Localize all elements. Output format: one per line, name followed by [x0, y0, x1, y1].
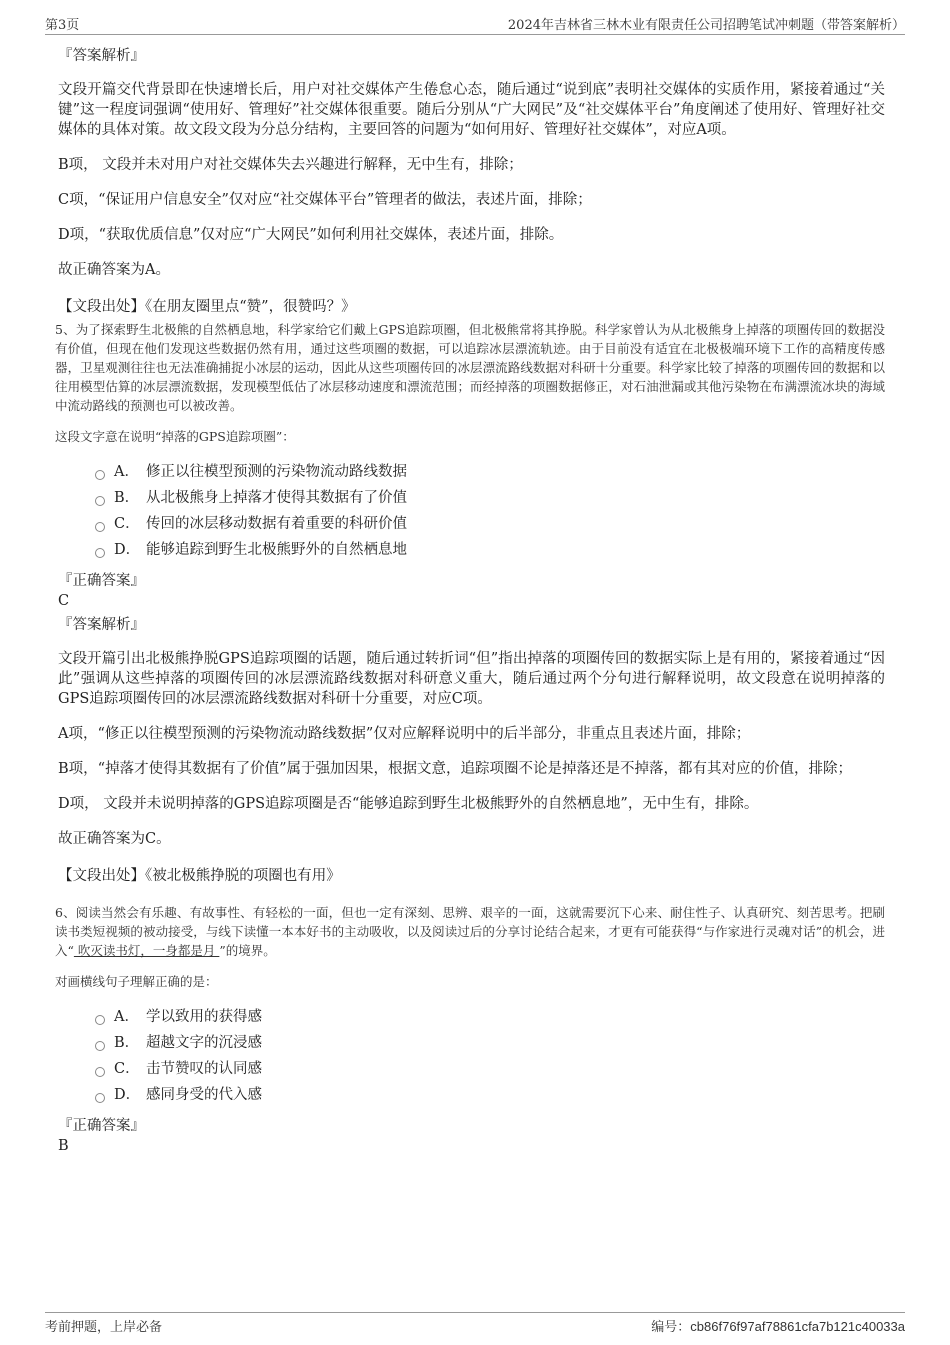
option-b[interactable]	[95, 485, 885, 511]
option-d[interactable]	[95, 1082, 885, 1108]
code-label: 编号：	[651, 1320, 691, 1335]
correct-answer-label: 『正确答案』	[58, 573, 145, 589]
option-a[interactable]	[95, 1004, 885, 1030]
source-citation: 【文段出处】《在朋友圈里点“赞”，很赞吗？》	[58, 299, 356, 315]
radio-icon[interactable]	[95, 1093, 105, 1103]
conclusion: 故正确答案为A。	[58, 262, 170, 278]
option-c[interactable]	[95, 1056, 885, 1082]
page-number: 第3页	[45, 18, 80, 33]
option-d[interactable]	[95, 537, 885, 563]
radio-icon[interactable]	[95, 470, 105, 480]
option-text: 超越文字的沉浸感	[146, 1035, 262, 1051]
source-citation: 【文段出处】《被北极熊挣脱的项圈也有用》	[58, 868, 341, 884]
option-d-analysis: D项， 文段并未说明掉落的GPS追踪项圈是否“能够追踪到野生北极熊野外的自然栖息地”，无中生有，排除。	[58, 796, 759, 812]
underlined-sentence: 吹灭读书灯，一身都是月	[73, 943, 220, 958]
option-letter: A．	[114, 464, 139, 480]
analysis-text: 文段开篇交代背景即在快速增长后，用户对社交媒体产生倦怠心态，随后通过“说到底”表明社交媒体的实质作用，紧接着通过“关键”这一程度词强调“使用好、管理好”社交媒体很重要。随后分别从“广大网民”及“社交媒体平台”角度阐述了使用好、管理好社交媒体的具体对策。故文段文段为分总分结构，主要回答的问题为“如何用好、管理好社交媒体”，对应A项。	[58, 82, 885, 138]
option-text: 击节赞叹的认同感	[146, 1061, 262, 1077]
option-a-analysis: A项，“修正以往模型预测的污染物流动路线数据”仅对应解释说明中的后半部分，非重点且表述片面，排除；	[58, 726, 751, 742]
correct-answer: C	[58, 593, 70, 609]
question-stem: 对画横线句子理解正确的是：	[55, 974, 218, 989]
option-text: 学以致用的获得感	[146, 1009, 262, 1025]
option-letter: C．	[114, 516, 140, 532]
radio-icon[interactable]	[95, 496, 105, 506]
page-content	[55, 46, 885, 1160]
option-text: 能够追踪到野生北极熊野外的自然栖息地	[146, 542, 407, 558]
question-passage	[55, 903, 885, 960]
question-passage: 5、为了探索野生北极熊的自然栖息地，科学家给它们戴上GPS追踪项圈，但北极熊常将其挣脱。科学家曾认为从北极熊身上掉落的项圈传回的数据没有价值，但现在他们发现这些数据仍然有用，通过这些项圈的数据，可以追踪冰层漂流轨迹。由于目前没有适宜在北极极端环境下工作的高精度传感器，卫星观测往往也无法准确捕捉小冰层的运动，因此从这些项圈传回的冰层漂流路线数据对科研十分重要。科学家比较了掉落的项圈传回的数据和以往用模型估算的冰层漂流数据，发现模型低估了冰层移动速度和漂流范围；而经掉落的项圈数据修正，对石油泄漏或其他污染物在布满漂流冰块的海域中流动路线的预测也可以被改善。	[55, 322, 885, 413]
option-b-analysis: B项， 文段并未对用户对社交媒体失去兴趣进行解释，无中生有，排除；	[58, 157, 523, 173]
option-d-analysis: D项，“获取优质信息”仅对应“广大网民”如何利用社交媒体，表述片面，排除。	[58, 227, 564, 243]
option-text: 感同身受的代入感	[146, 1087, 262, 1103]
analysis-label: 『答案解析』	[58, 617, 145, 633]
option-letter: D．	[114, 542, 141, 558]
option-letter: B．	[114, 1035, 140, 1051]
correct-answer-label: 『正确答案』	[58, 1118, 145, 1134]
document-code	[651, 1316, 905, 1335]
option-letter: A．	[114, 1009, 139, 1025]
option-letter: B．	[114, 490, 140, 506]
code-value: cb86f76f97af78861cfa7b121c40033a	[690, 1319, 905, 1334]
option-c-analysis: C项，“保证用户信息安全”仅对应“社交媒体平台”管理者的做法，表述片面，排除；	[58, 192, 592, 208]
radio-icon[interactable]	[95, 1041, 105, 1051]
option-b-analysis: B项，“掉落才使得其数据有了价值”属于强加因果，根据文意，追踪项圈不论是掉落还是不掉落，都有其对应的价值，排除；	[58, 761, 852, 777]
correct-answer: B	[58, 1138, 69, 1154]
radio-icon[interactable]	[95, 548, 105, 558]
passage-text: 6、阅读当然会有乐趣、有故事性、有轻松的一面，但也一定有深刻、思辨、艰辛的一面，这就需要沉下心来、耐住性子、认真研究、刻苦思考。把刷读书类短视频的被动接受，与线下读懂一本本好书的主动吸收，以及阅读过后的分享讨论结合起来，才更有可能获得“与作家进行灵魂对话”的机会，进入“	[55, 905, 885, 958]
page-header	[45, 12, 905, 35]
conclusion: 故正确答案为C。	[58, 831, 171, 847]
option-text: 修正以往模型预测的污染物流动路线数据	[146, 464, 407, 480]
passage-text-end: ”的境界。	[219, 943, 276, 958]
radio-icon[interactable]	[95, 1015, 105, 1025]
option-list	[95, 1004, 885, 1108]
radio-icon[interactable]	[95, 1067, 105, 1077]
analysis-text: 文段开篇引出北极熊挣脱GPS追踪项圈的话题，随后通过转折词“但”指出掉落的项圈传回的数据实际上是有用的，紧接着通过“因此”强调从这些掉落的项圈传回的冰层漂流路线数据对科研意义重大，随后通过两个分句进行解释说明，故文段意在说明掉落的GPS追踪项圈传回的冰层漂流路线数据对科研十分重要，对应C项。	[58, 651, 885, 707]
option-list	[95, 459, 885, 563]
radio-icon[interactable]	[95, 522, 105, 532]
option-a[interactable]	[95, 459, 885, 485]
page-footer	[45, 1312, 905, 1335]
option-letter: D．	[114, 1087, 141, 1103]
analysis-label: 『答案解析』	[58, 48, 145, 64]
document-title: 2024年吉林省三林木业有限责任公司招聘笔试冲刺题（带答案解析）	[507, 18, 905, 33]
option-text: 传回的冰层移动数据有着重要的科研价值	[146, 516, 407, 532]
footer-slogan: 考前押题，上岸必备	[45, 1320, 163, 1335]
option-b[interactable]	[95, 1030, 885, 1056]
question-stem: 这段文字意在说明“掉落的GPS追踪项圈”：	[55, 429, 295, 444]
option-c[interactable]	[95, 511, 885, 537]
option-text: 从北极熊身上掉落才使得其数据有了价值	[146, 490, 407, 506]
option-letter: C．	[114, 1061, 140, 1077]
